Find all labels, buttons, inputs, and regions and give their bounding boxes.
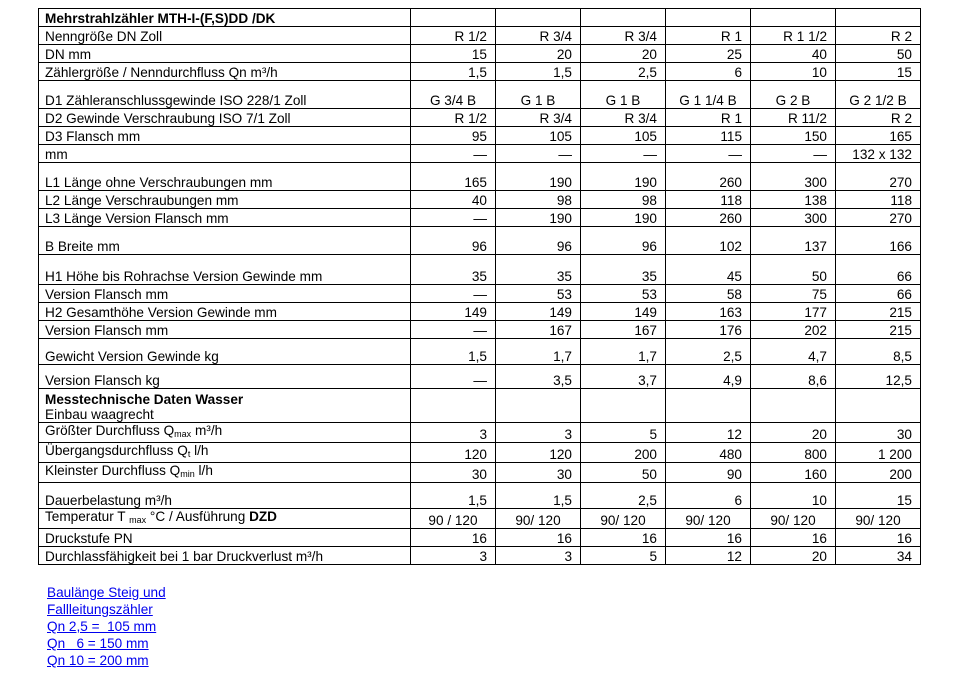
table-cell: 96: [581, 227, 666, 255]
table-cell: 120: [411, 443, 496, 463]
table-cell: 215: [836, 321, 921, 339]
table-cell: 4,7: [751, 339, 836, 365]
table-cell: 149: [581, 303, 666, 321]
table-cell: 16: [836, 529, 921, 547]
row-label: [39, 423, 411, 443]
table-row: [39, 529, 921, 547]
row-label: L1 Länge ohne Verschraubungen mm: [39, 163, 411, 191]
table-cell: 165: [836, 127, 921, 145]
row-label: H2 Gesamthöhe Version Gewinde mm: [39, 303, 411, 321]
table-cell: 20: [751, 423, 836, 443]
table-cell: 2,5: [581, 483, 666, 509]
section-header-row: [39, 389, 921, 423]
spec-table-body: [39, 9, 921, 565]
table-cell: 215: [836, 303, 921, 321]
table-cell: 1,5: [496, 63, 581, 81]
table-cell: 118: [666, 191, 751, 209]
link-item[interactable]: Qn 6 = 150 mm: [47, 636, 149, 651]
row-label: L3 Länge Version Flansch mm: [39, 209, 411, 227]
table-cell: 53: [581, 285, 666, 303]
table-cell: G 2 B: [751, 81, 836, 109]
table-cell: 12: [666, 423, 751, 443]
table-cell: R 3/4: [496, 27, 581, 45]
table-cell: 20: [581, 45, 666, 63]
table-cell: 3: [411, 423, 496, 443]
row-label: Nenngröße DN Zoll: [39, 27, 411, 45]
table-row: [39, 81, 921, 109]
label-suffix: °C / Ausführung: [146, 509, 250, 524]
table-cell: G 1 B: [581, 81, 666, 109]
label-subscript: min: [180, 469, 195, 479]
table-row: [39, 365, 921, 389]
table-cell: 16: [581, 529, 666, 547]
table-cell: 16: [751, 529, 836, 547]
table-cell: R 3/4: [496, 109, 581, 127]
table-cell: 6: [666, 483, 751, 509]
table-cell: 66: [836, 255, 921, 285]
link-item[interactable]: Fallleitungszähler: [47, 602, 153, 617]
table-row: [39, 509, 921, 529]
table-cell: 300: [751, 163, 836, 191]
table-row: [39, 145, 921, 163]
table-cell: 50: [751, 255, 836, 285]
table-cell: 12,5: [836, 365, 921, 389]
table-row: [39, 303, 921, 321]
row-label: H1 Höhe bis Rohrachse Version Gewinde mm: [39, 255, 411, 285]
table-row: [39, 463, 921, 483]
table-cell: 118: [836, 191, 921, 209]
table-cell: 50: [836, 45, 921, 63]
table-cell: 35: [581, 255, 666, 285]
table-cell: 15: [836, 63, 921, 81]
row-label: Version Flansch kg: [39, 365, 411, 389]
table-cell: 137: [751, 227, 836, 255]
table-cell: 176: [666, 321, 751, 339]
table-cell: 30: [496, 463, 581, 483]
table-row: [39, 483, 921, 509]
table-cell: R 3/4: [581, 109, 666, 127]
table-cell: 1 200: [836, 443, 921, 463]
table-cell: 105: [581, 127, 666, 145]
table-cell: 90/ 120: [751, 509, 836, 529]
table-cell: 260: [666, 163, 751, 191]
table-cell: 8,6: [751, 365, 836, 389]
table-cell: G 3/4 B: [411, 81, 496, 109]
row-label: mm: [39, 145, 411, 163]
link-item[interactable]: Qn 2,5 = 105 mm: [47, 619, 157, 634]
table-cell: 115: [666, 127, 751, 145]
table-cell: 167: [581, 321, 666, 339]
link-item[interactable]: Qn 10 = 200 mm: [47, 653, 149, 668]
table-cell: —: [411, 145, 496, 163]
table-row: [39, 163, 921, 191]
table-cell: 300: [751, 209, 836, 227]
table-cell: 30: [411, 463, 496, 483]
table-cell: 190: [581, 209, 666, 227]
table-row: [39, 443, 921, 463]
label-prefix: Übergangsdurchfluss Q: [45, 443, 188, 458]
label-suffix: l/h: [190, 443, 209, 458]
table-cell: —: [496, 145, 581, 163]
table-title-row: [39, 9, 921, 27]
row-label: [39, 443, 411, 463]
table-cell: 2,5: [581, 63, 666, 81]
table-row: [39, 191, 921, 209]
table-cell: 58: [666, 285, 751, 303]
row-label: L2 Länge Verschraubungen mm: [39, 191, 411, 209]
table-cell: R 1: [666, 27, 751, 45]
table-cell: 90: [666, 463, 751, 483]
link-list: [47, 584, 166, 669]
table-cell: 16: [666, 529, 751, 547]
table-cell: 1,7: [581, 339, 666, 365]
row-label: D1 Zähleranschlussgewinde ISO 228/1 Zoll: [39, 81, 411, 109]
row-label: D3 Flansch mm: [39, 127, 411, 145]
table-cell: —: [411, 285, 496, 303]
table-cell: 166: [836, 227, 921, 255]
table-cell: 10: [751, 63, 836, 81]
table-cell: 3: [496, 547, 581, 565]
table-cell: 3: [411, 547, 496, 565]
table-row: [39, 339, 921, 365]
table-cell: 40: [411, 191, 496, 209]
table-cell: 95: [411, 127, 496, 145]
table-cell: 190: [496, 163, 581, 191]
table-cell: 90/ 120: [836, 509, 921, 529]
table-cell: 6: [666, 63, 751, 81]
table-row: [39, 63, 921, 81]
table-cell: —: [581, 145, 666, 163]
row-label: [39, 509, 411, 529]
table-row: [39, 109, 921, 127]
table-cell: 138: [751, 191, 836, 209]
table-cell: 96: [496, 227, 581, 255]
table-cell: 105: [496, 127, 581, 145]
table-row: [39, 255, 921, 285]
row-label: B Breite mm: [39, 227, 411, 255]
table-cell: 10: [751, 483, 836, 509]
table-cell: 120: [496, 443, 581, 463]
table-cell: 1,5: [496, 483, 581, 509]
table-cell: 167: [496, 321, 581, 339]
table-cell: 4,9: [666, 365, 751, 389]
table-row: [39, 127, 921, 145]
table-cell: 260: [666, 209, 751, 227]
table-cell: —: [411, 209, 496, 227]
row-label: Version Flansch mm: [39, 285, 411, 303]
table-cell: 90/ 120: [496, 509, 581, 529]
table-cell: 3,7: [581, 365, 666, 389]
label-suffix: m³/h: [191, 423, 223, 438]
row-label: D2 Gewinde Verschraubung ISO 7/1 Zoll: [39, 109, 411, 127]
row-label: Zählergröße / Nenndurchfluss Qn m³/h: [39, 63, 411, 81]
table-cell: G 1 B: [496, 81, 581, 109]
table-cell: —: [411, 365, 496, 389]
table-cell: R 2: [836, 27, 921, 45]
table-title: Mehrstrahlzähler MTH-I-(F,S)DD /DK: [39, 9, 411, 27]
link-item[interactable]: Baulänge Steig und: [47, 585, 166, 600]
row-label: Gewicht Version Gewinde kg: [39, 339, 411, 365]
label-subscript: max: [174, 429, 192, 439]
table-cell: 25: [666, 45, 751, 63]
row-label: Druckstufe PN: [39, 529, 411, 547]
table-cell: 5: [581, 423, 666, 443]
table-cell: 16: [496, 529, 581, 547]
table-cell: 90 / 120: [411, 509, 496, 529]
table-cell: 160: [751, 463, 836, 483]
table-cell: 66: [836, 285, 921, 303]
table-cell: 200: [836, 463, 921, 483]
table-cell: 50: [581, 463, 666, 483]
table-cell: 53: [496, 285, 581, 303]
table-cell: 165: [411, 163, 496, 191]
table-cell: 163: [666, 303, 751, 321]
row-label: Version Flansch mm: [39, 321, 411, 339]
table-cell: 190: [496, 209, 581, 227]
label-prefix: Temperatur T: [45, 509, 130, 524]
table-cell: 20: [496, 45, 581, 63]
table-row: [39, 209, 921, 227]
table-row: [39, 423, 921, 443]
table-cell: 16: [411, 529, 496, 547]
table-cell: 45: [666, 255, 751, 285]
table-cell: 12: [666, 547, 751, 565]
section-title: Messtechnische Daten Wasser: [45, 392, 244, 407]
table-cell: 3,5: [496, 365, 581, 389]
row-label: DN mm: [39, 45, 411, 63]
table-cell: 150: [751, 127, 836, 145]
table-cell: 96: [411, 227, 496, 255]
table-cell: 35: [496, 255, 581, 285]
table-cell: 20: [751, 547, 836, 565]
table-cell: 30: [836, 423, 921, 443]
table-cell: 15: [836, 483, 921, 509]
table-cell: G 1 1/4 B: [666, 81, 751, 109]
table-cell: 98: [581, 191, 666, 209]
table-cell: R 1 1/2: [751, 27, 836, 45]
table-row: [39, 45, 921, 63]
table-cell: R 1/2: [411, 109, 496, 127]
table-row: [39, 547, 921, 565]
table-cell: —: [666, 145, 751, 163]
spec-table: [38, 8, 921, 565]
table-cell: 177: [751, 303, 836, 321]
label-subscript: max: [129, 515, 147, 525]
table-cell: 1,5: [411, 63, 496, 81]
table-cell: 1,7: [496, 339, 581, 365]
table-cell: R 2: [836, 109, 921, 127]
table-row: [39, 227, 921, 255]
table-cell: 15: [411, 45, 496, 63]
table-cell: 5: [581, 547, 666, 565]
label-subscript: t: [187, 449, 191, 459]
table-cell: R 11/2: [751, 109, 836, 127]
table-cell: 480: [666, 443, 751, 463]
section-subtitle: Einbau waagrecht: [45, 407, 154, 422]
table-cell: 149: [496, 303, 581, 321]
table-cell: R 1/2: [411, 27, 496, 45]
table-cell: 190: [581, 163, 666, 191]
table-cell: 35: [411, 255, 496, 285]
table-cell: 200: [581, 443, 666, 463]
table-cell: 75: [751, 285, 836, 303]
table-row: [39, 321, 921, 339]
table-cell: 102: [666, 227, 751, 255]
table-cell: 90/ 120: [666, 509, 751, 529]
row-label: [39, 463, 411, 483]
table-cell: 40: [751, 45, 836, 63]
table-cell: 34: [836, 547, 921, 565]
table-cell: —: [411, 321, 496, 339]
table-cell: 90/ 120: [581, 509, 666, 529]
row-label: Durchlassfähigkeit bei 1 bar Druckverlust m³/h: [39, 547, 411, 565]
table-row: [39, 285, 921, 303]
table-cell: 132 x 132: [836, 145, 921, 163]
table-cell: 2,5: [666, 339, 751, 365]
table-cell: —: [751, 145, 836, 163]
table-cell: 1,5: [411, 483, 496, 509]
table-cell: 8,5: [836, 339, 921, 365]
table-row: [39, 27, 921, 45]
label-prefix: Größter Durchfluss Q: [45, 423, 175, 438]
table-cell: 270: [836, 163, 921, 191]
table-cell: G 2 1/2 B: [836, 81, 921, 109]
table-cell: 800: [751, 443, 836, 463]
table-cell: 149: [411, 303, 496, 321]
section-header: [39, 389, 411, 423]
table-cell: R 1: [666, 109, 751, 127]
table-cell: 270: [836, 209, 921, 227]
label-prefix: Kleinster Durchfluss Q: [45, 463, 181, 478]
label-bold: DZD: [249, 509, 278, 524]
table-cell: 202: [751, 321, 836, 339]
label-suffix: l/h: [194, 463, 213, 478]
table-cell: R 3/4: [581, 27, 666, 45]
table-cell: 3: [496, 423, 581, 443]
table-cell: 1,5: [411, 339, 496, 365]
table-cell: 98: [496, 191, 581, 209]
row-label: Dauerbelastung m³/h: [39, 483, 411, 509]
